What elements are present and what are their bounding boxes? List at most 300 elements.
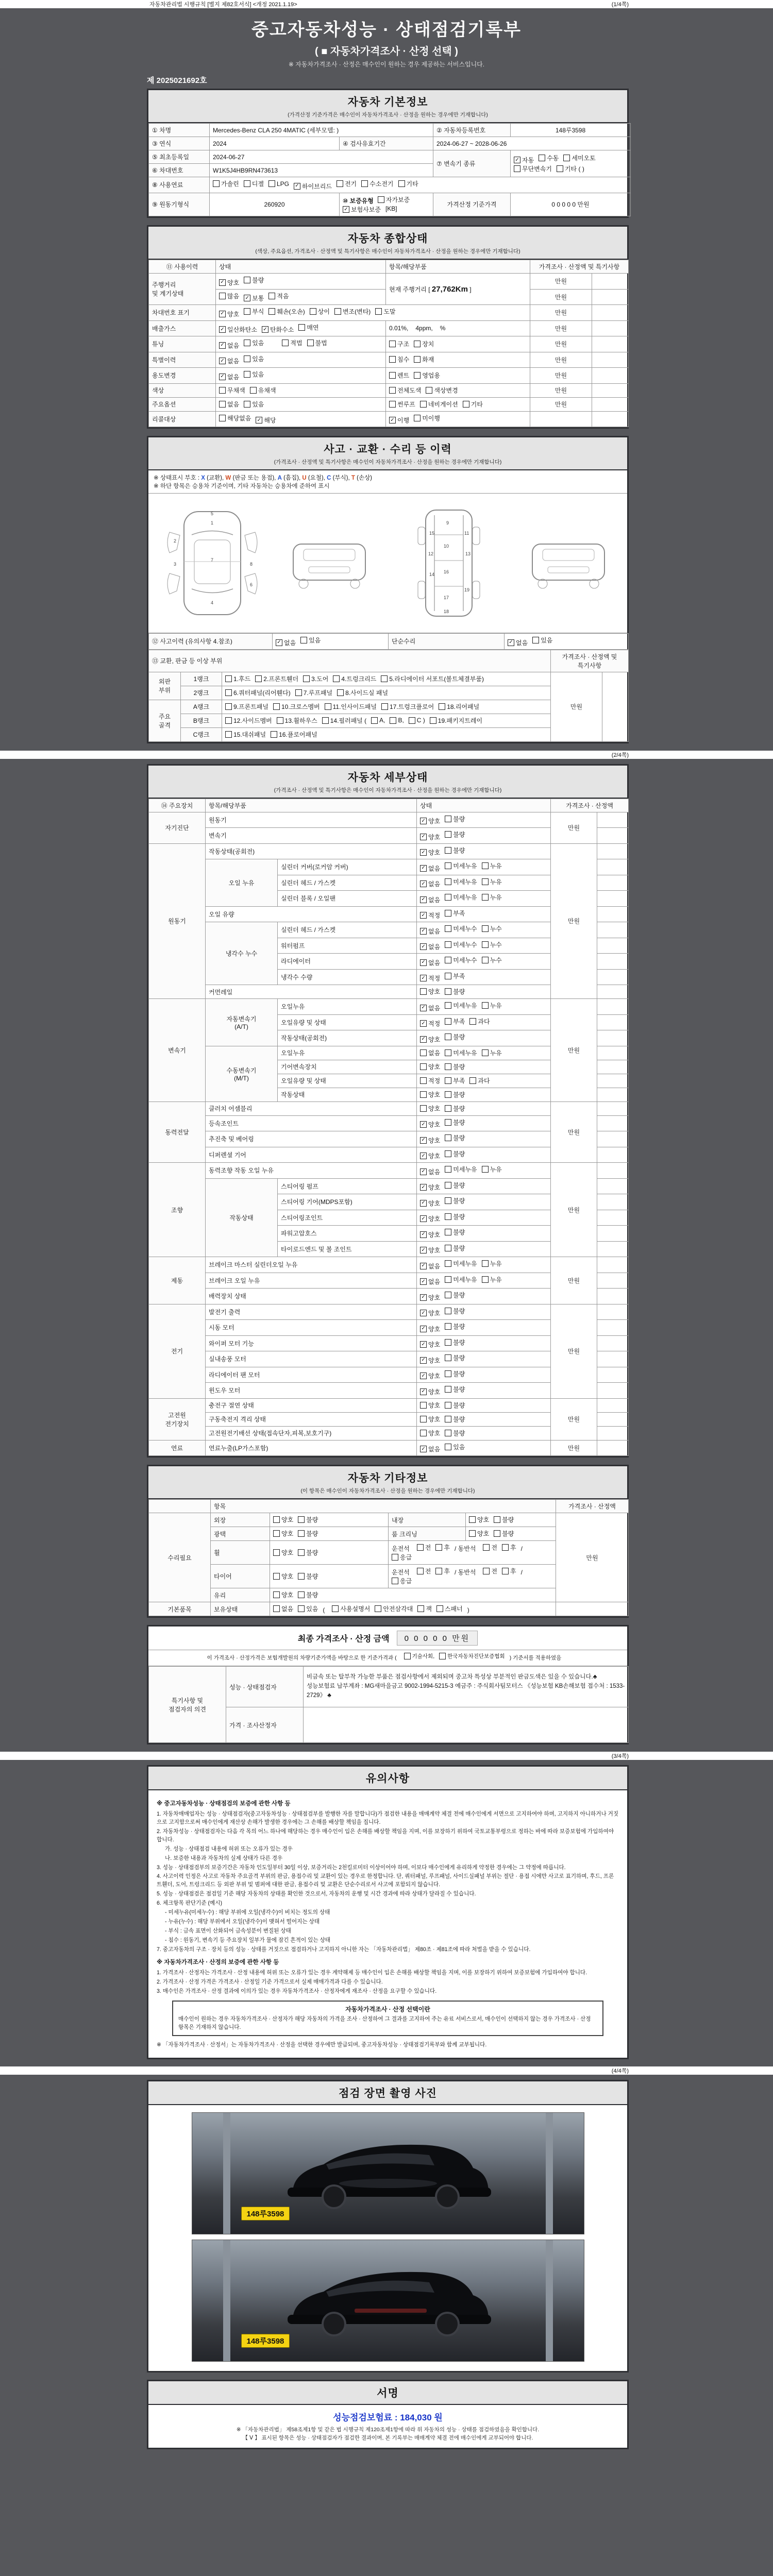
field-label: ⑤ 최초등록일 — [149, 150, 210, 164]
notice-group-title: ※ 자동차가격조사 · 산정의 보증에 관한 사항 등 — [157, 1959, 279, 1965]
checkbox-A,[interactable]: A, — [371, 717, 385, 724]
checkbox-8.사이드실 패널[interactable]: 8.사이드실 패널 — [337, 688, 388, 697]
checkbox-적법[interactable]: 적법 — [282, 338, 302, 347]
checkbox-화재[interactable]: 화재 — [414, 355, 434, 364]
checkbox-불량[interactable]: 불량 — [445, 846, 465, 855]
checkbox-17.트렁크플로어[interactable]: 17.트렁크플로어 — [381, 702, 434, 711]
checkbox-양호[interactable]: 양호 — [420, 1429, 440, 1437]
checkbox-없음[interactable]: ✓ 없음 — [420, 895, 440, 904]
checkbox-해당없음[interactable]: 해당없음 — [219, 414, 251, 422]
field-label: ⑦ 변속기 종류 — [433, 150, 511, 177]
checkbox-13.휠하우스[interactable]: 13.휠하우스 — [277, 716, 317, 725]
section-etc-info — [147, 1465, 629, 1618]
item-cell — [386, 397, 530, 411]
checkbox-미세누유[interactable]: 미세누유 — [445, 1259, 477, 1268]
checkbox-부식[interactable]: 부식 — [244, 307, 264, 316]
checkbox-3.도어[interactable]: 3.도어 — [303, 674, 328, 683]
checkbox-양호[interactable]: 양호 — [273, 1529, 293, 1538]
checkbox-없음[interactable]: ✓ 없음 — [420, 1445, 440, 1453]
checkbox-누수[interactable]: 누수 — [482, 940, 502, 949]
col-header: 항목/해당부품 — [386, 260, 530, 274]
inline-text: 운전석 — [392, 1545, 410, 1552]
status-cell — [417, 1178, 551, 1194]
checkbox-불량[interactable]: 불량 — [494, 1529, 514, 1538]
checkbox-불량[interactable]: 불량 — [445, 1369, 465, 1378]
notice-line: 2. 가격조사 · 산정 가격은 가격조사 · 산정일 기준 가격으로서 실제 매매가격과 다를 수 있습니다. — [157, 1978, 383, 1985]
inline-text: [KB] — [385, 205, 397, 212]
checkbox-미이행[interactable]: 미이행 — [414, 414, 440, 422]
checkbox-양호[interactable]: ✓ 양호 — [420, 1136, 440, 1145]
checkbox-누유[interactable]: 누유 — [482, 861, 502, 870]
checkbox-없음[interactable]: 없음 — [273, 1604, 293, 1613]
section-detail-state — [147, 764, 629, 1458]
checkbox-응급[interactable]: 응급 — [392, 1577, 412, 1585]
checkbox-누유[interactable]: 누유 — [482, 1275, 502, 1284]
checkbox-불량[interactable]: 불량 — [445, 1291, 465, 1299]
checkbox-양호[interactable]: ✓ 양호 — [420, 1199, 440, 1208]
status-cell — [417, 1440, 551, 1456]
checkbox-후[interactable]: 후 — [435, 1543, 450, 1552]
checkbox-없음[interactable]: ✓ 없음 — [420, 1167, 440, 1176]
checkbox-안전삼각대[interactable]: 안전삼각대 — [375, 1604, 413, 1613]
checkbox-불량[interactable]: 불량 — [445, 1322, 465, 1331]
checkbox-누유[interactable]: 누유 — [482, 1259, 502, 1268]
checkbox-전기[interactable]: 전기 — [337, 179, 357, 188]
checkbox-불량[interactable]: 불량 — [445, 1196, 465, 1205]
checkbox-양호[interactable]: 양호 — [420, 1090, 440, 1099]
checkbox-양호[interactable]: ✓ 양호 — [420, 1230, 440, 1239]
checkbox-없음[interactable]: ✓ 없음 — [420, 864, 440, 873]
price-value-cell — [597, 1304, 629, 1320]
price-value-cell — [597, 1030, 629, 1046]
checkbox-없음[interactable]: ✓ 없음 — [420, 1277, 440, 1286]
status-cell — [417, 1304, 551, 1320]
item-label: 연료누출(LP가스포함) — [206, 1440, 417, 1456]
notice-line: - 부식 : 금속 표면이 산화되어 금속성분이 변질된 상태 — [165, 1927, 291, 1934]
price-value-cell — [597, 1210, 629, 1226]
checkbox-적정[interactable]: ✓ 적정 — [420, 1019, 440, 1028]
svg-text:18: 18 — [443, 609, 449, 614]
checkbox-양호[interactable]: ✓ 양호 — [420, 1356, 440, 1365]
simple-repair-options — [505, 634, 629, 650]
checkbox-없음[interactable]: ✓ 없음 — [420, 879, 440, 888]
checkbox-6.쿼터패널(리어휀다)[interactable]: 6.쿼터패널(리어휀다) — [225, 688, 291, 697]
checkbox-불량[interactable]: 불량 — [445, 830, 465, 839]
checkbox-양호[interactable]: ✓ 양호 — [420, 1151, 440, 1160]
checkbox-양호[interactable]: ✓ 양호 — [420, 1035, 440, 1044]
checkbox-사용설명서[interactable]: 사용설명서 — [332, 1604, 370, 1613]
checkbox-자가보증[interactable]: 자가보증 — [378, 195, 410, 204]
table-row — [149, 1398, 629, 1412]
checkbox-불량[interactable]: 불량 — [445, 1353, 465, 1362]
checkbox-수동[interactable]: 수동 — [539, 154, 559, 162]
checkbox-9.프론트패널[interactable]: 9.프론트패널 — [225, 702, 268, 711]
item-cell — [386, 411, 530, 427]
document-note: ※ 자동차가격조사 · 산정은 매수인이 원하는 경우 제공하는 서비스입니다. — [288, 61, 485, 68]
checkbox-있음[interactable]: 있음 — [532, 636, 552, 645]
checkbox-양호[interactable]: ✓ 양호 — [420, 817, 440, 825]
checkbox-과다[interactable]: 과다 — [469, 1017, 490, 1026]
checkbox-양호[interactable]: ✓ 양호 — [219, 310, 239, 318]
checkbox-침수[interactable]: 침수 — [389, 355, 409, 364]
checkbox-양호[interactable]: 양호 — [273, 1572, 293, 1581]
checkbox-없음[interactable]: ✓ 없음 — [420, 942, 440, 951]
checkbox-기타[interactable]: 기타 — [398, 179, 418, 188]
checkbox-보험사보증[interactable]: ✓ 보험사보증 — [343, 205, 381, 214]
checkbox-누유[interactable]: 누유 — [482, 1001, 502, 1010]
page-marker-1: (1/4쪽) — [611, 2, 629, 8]
checkbox-없음[interactable]: ✓ 없음 — [219, 357, 239, 365]
checkbox-18.리어패널[interactable]: 18.리어패널 — [439, 702, 479, 711]
checkbox-없음[interactable]: ✓ 없음 — [508, 638, 528, 647]
comprehensive-table — [148, 260, 629, 427]
checkbox-불량[interactable]: 불량 — [445, 1181, 465, 1190]
checkbox-무채색[interactable]: 무채색 — [219, 386, 245, 395]
checkbox-탄화수소[interactable]: ✓ 탄화수소 — [262, 325, 294, 334]
checkbox-일산화탄소[interactable]: ✓ 일산화탄소 — [219, 325, 257, 334]
price-cell: 만원 — [530, 352, 592, 368]
checkbox-불량[interactable]: 불량 — [298, 1529, 318, 1538]
checkbox-불량[interactable]: 불량 — [244, 276, 264, 284]
checkbox-적정[interactable]: ✓ 적정 — [420, 974, 440, 982]
section-subtitle: (가격조사 · 산정액 및 특기사항은 매수인이 자동차가격조사 · 산정을 원하는 경우에만 기재합니다) — [274, 459, 502, 465]
checkbox-미세누유[interactable]: 미세누유 — [445, 1275, 477, 1284]
checkbox-누수[interactable]: 누수 — [482, 956, 502, 964]
checkbox-양호[interactable]: 양호 — [420, 1401, 440, 1410]
checkbox-있음[interactable]: 있음 — [244, 400, 264, 409]
checkbox-12.사이드멤버[interactable]: 12.사이드멤버 — [225, 716, 272, 725]
status-cell — [389, 1565, 556, 1588]
checkbox-누유[interactable]: 누유 — [482, 877, 502, 886]
checkbox-있음[interactable]: 있음 — [445, 1443, 465, 1451]
checkbox-기술사회,[interactable]: 기술사회, — [404, 1652, 435, 1660]
checkbox-양호[interactable]: ✓ 양호 — [420, 1325, 440, 1333]
checkbox-양호[interactable]: ✓ 양호 — [420, 1309, 440, 1317]
use-history-label: 차대번호 표기 — [149, 305, 216, 321]
checkbox-도말[interactable]: 도말 — [375, 307, 395, 316]
checkbox-있음[interactable]: 있음 — [244, 370, 264, 379]
checkbox-불량[interactable]: 불량 — [445, 1090, 465, 1099]
checkbox-없음[interactable]: ✓ 없음 — [420, 1004, 440, 1012]
checkbox-부족[interactable]: 부족 — [445, 972, 465, 980]
status-cell — [417, 1335, 551, 1351]
checkbox-디젤[interactable]: 디젤 — [244, 179, 264, 188]
checkbox-이행[interactable]: ✓ 이행 — [389, 416, 409, 425]
status-cell — [216, 320, 386, 336]
svg-text:8: 8 — [250, 562, 253, 567]
checkbox-양호[interactable]: ✓ 양호 — [420, 1371, 440, 1380]
checkbox-없음[interactable]: ✓ 없음 — [219, 341, 239, 350]
checkbox-10.크로스멤버[interactable]: 10.크로스멤버 — [273, 702, 320, 711]
checkbox-없음[interactable]: 없음 — [420, 1048, 440, 1057]
table-row — [149, 999, 629, 1015]
checkbox-상이[interactable]: 상이 — [310, 307, 330, 316]
car-front-view — [285, 535, 373, 591]
checkbox-부족[interactable]: 부족 — [445, 909, 465, 918]
checkbox-있음[interactable]: 있음 — [244, 338, 264, 347]
section-notice — [147, 1765, 629, 2059]
checkbox-가솔린[interactable]: 가솔린 — [213, 179, 239, 188]
checkbox-전[interactable]: 전 — [483, 1543, 497, 1552]
basic-items-label: 기본품목 — [149, 1602, 211, 1616]
use-history-label: 주행거리 및 계기상태 — [149, 274, 216, 305]
notice-title: 유의사항 — [365, 1773, 410, 1785]
checkbox-적음[interactable]: 적음 — [268, 292, 289, 300]
checkbox-불량[interactable]: 불량 — [445, 1385, 465, 1394]
checkbox-없음[interactable]: ✓ 없음 — [420, 1262, 440, 1270]
checkbox-세미오토[interactable]: 세미오토 — [563, 154, 595, 162]
checkbox-불량[interactable]: 불량 — [445, 1104, 465, 1113]
checkbox-불량[interactable]: 불량 — [445, 1032, 465, 1041]
checkbox-양호[interactable]: ✓ 양호 — [420, 1214, 440, 1223]
checkbox-미세누유[interactable]: 미세누유 — [445, 1001, 477, 1010]
definition-box-text: 매수인이 원하는 경우 자동차가격조사 · 산정자가 해당 자동차의 가격을 조사 · 산정하여 그 결과를 고지하여 주는 유료 서비스로서, 매수인이 선택하지 않는 경우 가격조사 · 산정 항목은 기재하지 않습니다. — [178, 2016, 591, 2031]
checkbox-훼손(오손)[interactable]: 훼손(오손) — [268, 307, 305, 316]
checkbox-B,[interactable]: B, — [390, 717, 404, 724]
checkbox-불량[interactable]: 불량 — [445, 1212, 465, 1221]
checkbox-전체도색[interactable]: 전체도색 — [389, 386, 421, 395]
checkbox-영업용[interactable]: 영업용 — [414, 371, 440, 380]
checkbox-응급[interactable]: 응급 — [392, 1553, 412, 1562]
checkbox-5.라디에이터 서포트(볼트체결부품)[interactable]: 5.라디에이터 서포트(볼트체결부품) — [381, 674, 484, 683]
checkbox-하이브리드[interactable]: ✓ 하이브리드 — [294, 182, 332, 191]
checkbox-렌트[interactable]: 렌트 — [389, 371, 409, 380]
price-value-cell — [556, 1602, 629, 1616]
status-cell — [417, 1320, 551, 1336]
checkbox-전[interactable]: 전 — [417, 1543, 431, 1552]
price-value-cell — [597, 1178, 629, 1194]
checkbox-구조[interactable]: 구조 — [389, 340, 409, 348]
checkbox-부족[interactable]: 부족 — [445, 1017, 465, 1026]
section-accident-history — [147, 436, 629, 743]
inline-text: 이 가격조사 · 산정가격은 보험개발원의 차량기준가액을 바탕으로 한 기준가격과 ( — [207, 1655, 397, 1661]
checkbox-과다[interactable]: 과다 — [469, 1076, 490, 1085]
checkbox-양호[interactable]: ✓ 양호 — [420, 833, 440, 841]
checkbox-양호[interactable]: 양호 — [273, 1548, 293, 1557]
item-label: 실린더 커버(로커암 커버) — [278, 859, 417, 875]
table-header-row — [149, 799, 629, 812]
checkbox-불량[interactable]: 불량 — [445, 987, 465, 996]
item-group-label: 작동상태 — [206, 1178, 278, 1257]
checkbox-없음[interactable]: ✓ 없음 — [219, 372, 239, 381]
checkbox-불량[interactable]: 불량 — [445, 1149, 465, 1158]
checkbox-있음[interactable]: 있음 — [300, 636, 321, 645]
checkbox-불량[interactable]: 불량 — [445, 1401, 465, 1410]
checkbox-해당[interactable]: ✓ 해당 — [256, 416, 276, 425]
checkbox-적정[interactable]: 적정 — [420, 1076, 440, 1085]
checkbox-양호[interactable]: 양호 — [469, 1515, 489, 1524]
checkbox-미세누유[interactable]: 미세누유 — [445, 861, 477, 870]
checkbox-불량[interactable]: 불량 — [445, 815, 465, 823]
checkbox-양호[interactable]: 양호 — [469, 1529, 489, 1538]
checkbox-무단변속기[interactable]: 무단변속기 — [514, 164, 552, 173]
checkbox-양호[interactable]: ✓ 양호 — [420, 1387, 440, 1396]
status-cell — [216, 305, 530, 321]
checkbox-2.프론트휀더[interactable]: 2.프론트휀더 — [255, 674, 298, 683]
price-cell: 만원 — [530, 289, 592, 305]
registration-number: 148루3598 — [511, 124, 631, 137]
rank-items — [222, 700, 551, 714]
checkbox-불량[interactable]: 불량 — [445, 1118, 465, 1127]
checkbox-15.대쉬패널[interactable]: 15.대쉬패널 — [225, 730, 266, 739]
table-row — [149, 1257, 629, 1273]
checkbox-양호[interactable]: 양호 — [273, 1590, 293, 1599]
checkbox-양호[interactable]: ✓ 양호 — [420, 1120, 440, 1129]
checkbox-있음[interactable]: 있음 — [244, 354, 264, 363]
checkbox-많음[interactable]: 많음 — [219, 292, 239, 300]
checkbox-불량[interactable]: 불량 — [298, 1572, 318, 1581]
checkbox-C )[interactable]: C ) — [409, 717, 425, 724]
price-cell: 만원 — [530, 397, 592, 411]
car-diagram — [163, 504, 261, 622]
checkbox-전[interactable]: 전 — [483, 1567, 497, 1575]
checkbox-4.트렁크리드[interactable]: 4.트렁크리드 — [333, 674, 376, 683]
checkbox-양호[interactable]: 양호 — [420, 987, 440, 996]
checkbox-불량[interactable]: 불량 — [445, 1338, 465, 1347]
checkbox-불량[interactable]: 불량 — [445, 1062, 465, 1071]
checkbox-미세누유[interactable]: 미세누유 — [445, 877, 477, 886]
checkbox-미세누수[interactable]: 미세누수 — [445, 956, 477, 964]
svg-text:9: 9 — [446, 520, 449, 526]
item-label: 작동상태(공회전) — [278, 1030, 417, 1046]
checkbox-누유[interactable]: 누유 — [482, 893, 502, 902]
checkbox-전[interactable]: 전 — [417, 1567, 431, 1575]
checkbox-미세누수[interactable]: 미세누수 — [445, 940, 477, 949]
checkbox-양호[interactable]: 양호 — [420, 1062, 440, 1071]
checkbox-없음[interactable]: 없음 — [219, 400, 239, 409]
checkbox-불법[interactable]: 불법 — [307, 338, 327, 347]
price-value-cell — [592, 305, 629, 321]
checkbox-LPG[interactable]: LPG — [268, 180, 289, 188]
checkbox-후[interactable]: 후 — [435, 1567, 450, 1575]
svg-text:5: 5 — [211, 511, 214, 516]
item-label: 윈도우 모터 — [206, 1383, 417, 1399]
checkbox-유채색[interactable]: 유채색 — [250, 386, 276, 395]
page-strip-2 — [0, 751, 773, 759]
checkbox-수소전기[interactable]: 수소전기 — [361, 179, 393, 188]
checkbox-보통[interactable]: ✓ 보통 — [244, 294, 264, 302]
price-value-cell — [597, 1147, 629, 1163]
checkbox-1.후드[interactable]: 1.후드 — [225, 674, 250, 683]
checkbox-양호[interactable]: ✓ 양호 — [420, 1246, 440, 1255]
status-cell — [417, 999, 551, 1015]
checkbox-불량[interactable]: 불량 — [298, 1548, 318, 1557]
checkbox-썬루프[interactable]: 썬루프 — [389, 400, 415, 409]
checkbox-적정[interactable]: ✓ 적정 — [420, 911, 440, 920]
item-label: 룸 크리닝 — [389, 1527, 466, 1541]
table-header-row — [149, 260, 629, 274]
checkbox-미세누유[interactable]: 미세누유 — [445, 1048, 477, 1057]
definition-box-title: 자동차가격조사 · 산정 선택이란 — [345, 2006, 430, 2013]
item-label: 라디에이터 팬 모터 — [206, 1367, 417, 1383]
checkbox-양호[interactable]: 양호 — [273, 1515, 293, 1524]
table-row — [149, 1602, 629, 1616]
checkbox-양호[interactable]: 양호 — [420, 1415, 440, 1423]
price-value-cell — [597, 1367, 629, 1383]
appraiser-opinion — [304, 1707, 629, 1743]
page-marker-3: (3/4쪽) — [611, 1753, 629, 1759]
inline-text: ( — [323, 1606, 325, 1614]
status-cell — [417, 1398, 551, 1412]
checkbox-없음[interactable]: ✓ 없음 — [420, 927, 440, 936]
item-cell — [386, 336, 530, 352]
price-value-cell — [597, 1088, 629, 1101]
checkbox-있음[interactable]: 있음 — [298, 1604, 318, 1613]
checkbox-양호[interactable]: 양호 — [420, 1104, 440, 1113]
table-row — [149, 193, 631, 216]
checkbox-색상변경[interactable]: 색상변경 — [426, 386, 458, 395]
checkbox-양호[interactable]: ✓ 양호 — [420, 1293, 440, 1302]
checkbox-불량[interactable]: 불량 — [298, 1515, 318, 1524]
table-row — [149, 383, 629, 397]
checkbox-양호[interactable]: ✓ 양호 — [420, 848, 440, 857]
checkbox-불량[interactable]: 불량 — [445, 1244, 465, 1252]
checkbox-미세누유[interactable]: 미세누유 — [445, 893, 477, 902]
item-label: 변속기 — [206, 828, 417, 844]
checkbox-16.플로어패널[interactable]: 16.플로어패널 — [271, 730, 317, 739]
checkbox-자동[interactable]: ✓ 자동 — [514, 156, 534, 164]
checkbox-7.루프패널[interactable]: 7.루프패널 — [295, 688, 332, 697]
checkbox-장치[interactable]: 장치 — [414, 340, 434, 348]
device-label: 전기 — [149, 1304, 206, 1398]
checkbox-양호[interactable]: ✓ 양호 — [420, 1340, 440, 1349]
checkbox-불량[interactable]: 불량 — [445, 1415, 465, 1423]
checkbox-기타 ( )[interactable]: 기타 ( ) — [557, 164, 584, 173]
checkbox-19.패키지트레이[interactable]: 19.패키지트레이 — [430, 716, 482, 725]
status-cell — [216, 411, 386, 427]
checkbox-불량[interactable]: 불량 — [298, 1590, 318, 1599]
checkbox-매연[interactable]: 매연 — [298, 323, 318, 332]
notice-line: 가. 성능 · 상태점검 내용에 허위 또는 오류가 있는 경우 — [165, 1845, 293, 1852]
checkbox-잭[interactable]: 잭 — [417, 1604, 432, 1613]
item-label: 워터펌프 — [278, 938, 417, 954]
item-label: 작동상태(공회전) — [206, 843, 417, 859]
checkbox-네비게이션[interactable]: 네비게이션 — [420, 400, 458, 409]
field-label: ④ 검사유효기간 — [340, 137, 433, 150]
checkbox-양호[interactable]: ✓ 양호 — [219, 278, 239, 287]
checkbox-미세누유[interactable]: 미세누유 — [445, 1165, 477, 1174]
checkbox-스패너[interactable]: 스패너 — [436, 1604, 463, 1613]
checkbox-부족[interactable]: 부족 — [445, 1076, 465, 1085]
checkbox-기타[interactable]: 기타 — [463, 400, 483, 409]
checkbox-양호[interactable]: ✓ 양호 — [420, 1183, 440, 1192]
checkbox-불량[interactable]: 불량 — [445, 1228, 465, 1236]
checkbox-없음[interactable]: ✓ 없음 — [276, 638, 296, 647]
item-label: 실린더 헤드 / 가스켓 — [278, 875, 417, 891]
checkbox-누유[interactable]: 누유 — [482, 1048, 502, 1057]
checkbox-미세누수[interactable]: 미세누수 — [445, 924, 477, 933]
checkbox-누유[interactable]: 누유 — [482, 1165, 502, 1174]
checkbox-14.필러패널 ([interactable]: 14.필러패널 ( — [322, 716, 366, 725]
checkbox-누수[interactable]: 누수 — [482, 924, 502, 933]
item-label: 충전구 절연 상태 — [206, 1398, 417, 1412]
price-cell: 만원 — [530, 383, 592, 397]
checkbox-11.인사이드패널[interactable]: 11.인사이드패널 — [325, 702, 377, 711]
item-cell — [386, 383, 530, 397]
checkbox-후[interactable]: 후 — [502, 1567, 516, 1575]
checkbox-불량[interactable]: 불량 — [494, 1515, 514, 1524]
checkbox-없음[interactable]: ✓ 없음 — [420, 958, 440, 967]
checkbox-변조(변타)[interactable]: 변조(변타) — [334, 307, 371, 316]
checkbox-불량[interactable]: 불량 — [445, 1307, 465, 1315]
checkbox-불량[interactable]: 불량 — [445, 1133, 465, 1142]
checkbox-한국자동차진단보증협회[interactable]: 한국자동차진단보증협회 — [439, 1652, 505, 1660]
price-cell: 만원 — [530, 368, 592, 384]
status-cell — [417, 1383, 551, 1399]
table-row — [149, 843, 629, 859]
checkbox-후[interactable]: 후 — [502, 1543, 516, 1552]
checkbox-불량[interactable]: 불량 — [445, 1429, 465, 1437]
